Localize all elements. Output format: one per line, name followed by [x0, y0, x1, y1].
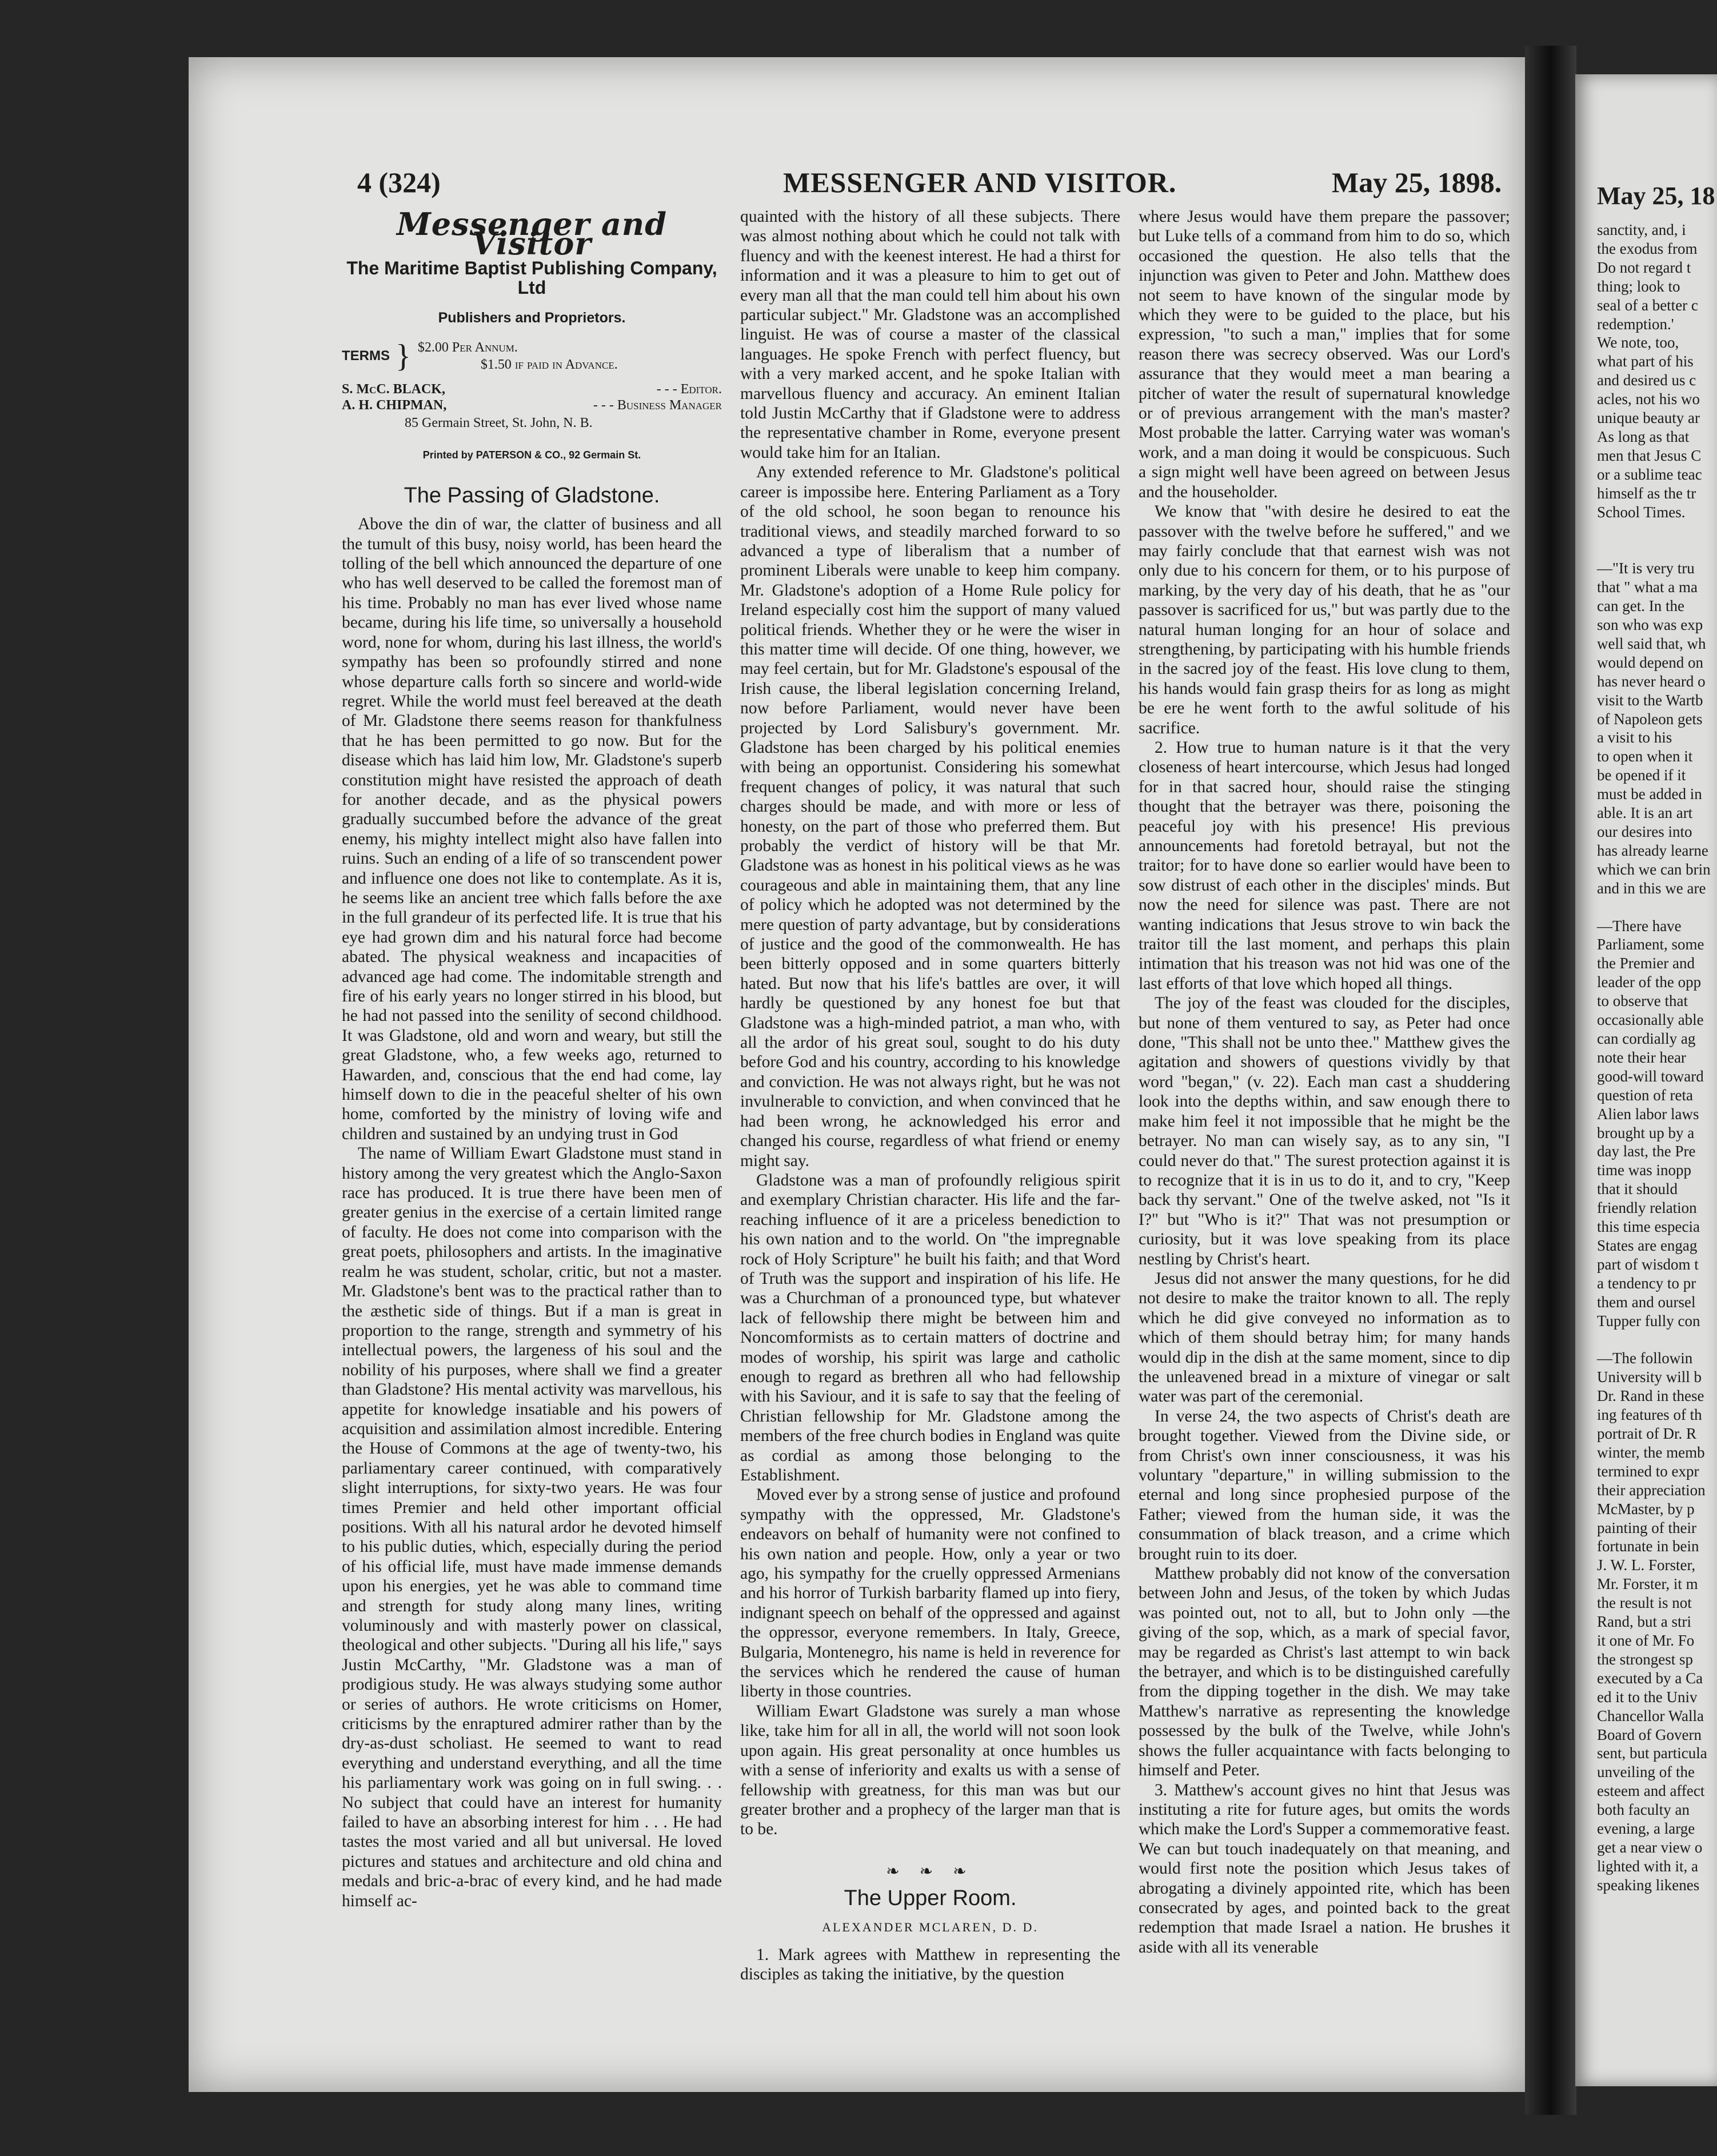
article-paragraph: Any extended reference to Mr. Gladstone's political career is impossibe here. Entering Parliament as a Tory of the old school, he soon began to renounce his traditional views, and steadily marched forward to so advanced a type of liberalism that a number of prominent Liberals were unable to keep him company. Mr. Gladstone's adoption of a Home Rule policy for Ireland especially cost him the support of many valued political friends. Whether they or he were the wiser in this matter time will decide. Of one thing, however, we may feel certain, but for Mr. Gladstone's espousal of the Irish cause, the liberal legislation concerning Ireland, now before Parliament, would never have been projected by Lord Salisbury's government. Mr. Gladstone has been charged by his political enemies with being an opportunist. Considering his somewhat frequent changes of policy, it was natural that such charges should be made, and with more or less of honesty, on the part of those who preferred them. But probably the verdict of history will be that Mr. Gladstone was as honest in his political views as he was courageous and able in maintaining them, that any line of policy which he adopted was not determined by the mere question of party advantage, but by considerations of justice and the good of the commonwealth. He has been bitterly opposed and in some quarters bitterly hated. But now that his life's battles are over, it will hardly be questioned by any honest foe but that Gladstone was a high-minded patriot, a man who, with all the ardor of his great soul, sought to do his duty before God and his country, according to his knowledge and conviction. He was not always right, but he was not invulnerable to conviction, and when convinced that he had been wrong, he acknowledged his error and changed his course, regardless of what friend or enemy might say.: [740, 463, 1120, 1170]
article-paragraph: Moved ever by a strong sense of justice and profound sympathy with the oppressed, Mr. Gladstone's endeavors on behalf of humanity were not confined to his own nation and people. How, only a year or two ago, his sympathy for the cruelly oppressed Armenians and his horror of Turkish barbarity flamed up into fiery, indignant speech on behalf of the oppressed and against the oppressor, everyone remembers. In Italy, Greece, Bulgaria, Montenegro, his name is held in reverence for the services which he rendered the cause of human liberty in those countries.: [740, 1486, 1120, 1701]
terms-line: $2.00 Per Annum.: [417, 340, 518, 356]
terms-lines: [418, 339, 618, 373]
article-paragraph: Jesus did not answer the many questions, for he did not desire to make the traitor known to all. The reply which he did give conveyed no information as to which of them should betray him; for many hands would dip in the dish at the same moment, since to dip the unleavened bread in a mixture of vinegar or salt water was part of the ceremonial.: [1139, 1269, 1510, 1406]
facing-page: [1575, 74, 1717, 2086]
manager-line: [342, 397, 722, 413]
terms-line: $1.50 if paid in Advance.: [480, 357, 618, 373]
editor-name: S. McC. BLACK,: [342, 382, 445, 397]
article-paragraph: We know that "with desire he desired to eat the passover with the twelve before he suffered," and we may fairly conclude that that earnest wish was not only due to his concern for them, or to his purpose of marking, by the very day of his death, that he as "our passover is sacrificed for us," but was partly due to the natural human longing for an hour of solace and strengthening, by participating with his humble friends in the sacred joy of the feast. His love clung to them, his hands would fain grasp theirs for as long as might be ere he went forth to the awful solitude of his sacrifice.: [1139, 502, 1510, 737]
brace-glyph: }: [396, 338, 411, 374]
article-paragraph: where Jesus would have them prepare the passover; but Luke tells of a command from him to do so, which occasioned the question. He also tells that the injunction was given to Peter and John. Matthew does not seem to have known of the singular mode by which they were to be guided to the place, but his expression, "to such a man," implies that for some reason there was secrecy observed. Was our Lord's assurance that they would meet a man bearing a pitcher of water the result of supernatural knowledge or of previous arrangement with the man's master? Most probable the latter. Carrying water was woman's work, and a man doing it would be conspicuous. Such a sign might well have been agreed on between Jesus and the householder.: [1139, 207, 1510, 501]
issue-date: May 25, 1898.: [1332, 166, 1502, 198]
subscription-terms: [342, 339, 722, 373]
column-1: [342, 206, 722, 1911]
article-paragraph: 2. How true to human nature is it that the very closeness of heart intercourse, which Jesus had longed for in that sacred hour, should raise the stinging thought that the betrayer was there, poisoning the peaceful joy with his presence! His previous announcements had foretold betrayal, but not the traitor; for to have done so earlier would have been to sow distrust of each other in the disciples' minds. But now the need for silence was past. There are not wanting indications that Jesus strove to win back the traitor till the last moment, and perhaps this plain intimation that his treason was not hid was one of the last efforts of that love which hoped all things.: [1139, 738, 1510, 993]
article-title: The Passing of Gladstone.: [404, 483, 660, 508]
article-paragraph: quainted with the history of all these subjects. There was almost nothing about which he could not talk with fluency and with the keenest interest. He had a thirst for information and it was a pleasure to him to get out of every man all that the man could tell him about his own particular subject." Mr. Gladstone was an accomplished linguist. He was of course a master of the classical languages. He spoke French with perfect fluency, but with a very marked accent, and he spoke Italian with marvellous fluency and accuracy. An eminent Italian told Justin McCarthy that if Gladstone were to address the representative chamber in Rome, everyone present would take him for an Italian.: [740, 207, 1120, 462]
masthead-company: The Maritime Baptist Publishing Company, Ltd: [346, 257, 717, 298]
manager-name: A. H. CHIPMAN,: [342, 398, 447, 413]
editor-line: [342, 381, 722, 397]
article-paragraph: The name of William Ewart Gladstone must stand in history among the very greatest which the Anglo-Saxon race has produced. It is true there have been men of greater genius in the exercise of a certain limited range of faculty. He does not come into comparison with the great poets, philosophers and artists. In the imaginative realm he was student, scholar, critic, but not a master. Mr. Gladstone's bent was to the practical rather than to the æsthetic side of things. But if a man is great in proportion to the range, strength and symmetry of his intellectual powers, the largeness of his soul and the nobility of his purposes, where shall we find a greater than Gladstone? His mental activity was marvellous, his appetite for knowledge insatiable and his powers of acquisition and assimilation almost incredible. Entering the House of Commons at the age of twenty-two, his parliamentary career continued, with comparatively slight interruptions, for sixty-two years. He was four times Premier and held other important official positions. With all his natural ardor he devoted himself to his public duties, which, especially during the period of his official life, must have made immense demands upon his energies, yet he was able to command time and strength for study along many lines, writing voluminously and with masterly power on classical, theological and other subjects. "During all his life," says Justin McCarthy, "Mr. Gladstone was a man of prodigious study. He was always studying some author or series of authors. He wrote criticisms on Homer, criticisms by the enraptured admirer rather than by the dry-as-dust scholiast. He seemed to want to read everything and understand everything, and all the time his parliamentary work was going on in full swing. . . No subject that could have an interest for humanity failed to have an absorbing interest for him . . . He had tastes the most varied and all but universal. He loved pictures and statues and architecture and old china and medals and bric-a-brac of every kind, and he had made himself ac-: [342, 1144, 722, 1910]
manager-role: - - - Business Manager: [593, 398, 722, 413]
article-title: The Upper Room.: [844, 1886, 1017, 1911]
editor-role: - - - Editor.: [656, 382, 722, 397]
article-paragraph: Gladstone was a man of profoundly religious spirit and exemplary Christian character. His life and the far-reaching influence of it are a priceless benediction to his own nation and to the world. On "the impregnable rock of Holy Scripture" he built his faith; and that Word of Truth was the support and inspiration of his life. He was a Churchman of a pronounced type, but whatever lack of fellowship there might be between him and Noncomformists as to certain matters of doctrine and modes of worship, his spirit was large and catholic enough to regard as brethren all who had fellowship with his Saviour, and it is safe to say that the feeling of Christian fellowship for Mr. Gladstone among the members of the free church bodies in England was quite as cordial as among those belonging to the Establishment.: [740, 1171, 1120, 1484]
article-paragraph: 3. Matthew's account gives no hint that Jesus was instituting a rite for future ages, but omits the words which make the Lord's Supper a commemorative feast. We can but touch inadequately on that meaning, and would first note the position which Jesus takes of abrogating a divinely appointed rite, which has been consecrated by ages, and pointed back to the great redemption that made Israel a nation. He brushes it aside with all its venerable: [1139, 1780, 1510, 1957]
article-paragraph: Matthew probably did not know of the conversation between John and Jesus, of the token by which Judas was pointed out, not to all, but to John only —the giving of the sop, which, as a mark of special favor, may be regarded as Christ's last attempt to win back the betrayer, and which is to be distinguished carefully from the dipping together in the dish. We may take Matthew's narrative as representing the knowledge possessed by the bulk of the Twelve, while John's shows the fuller acquaintance with facts belonging to himself and Peter.: [1139, 1564, 1510, 1780]
article-paragraph: Above the din of war, the clatter of business and all the tumult of this busy, noisy world, has been heard the tolling of the bell which announced the departure of one who has well deserved to be called the foremost man of his time. Probably no man has ever lived whose name became, during his life time, so universally a household word, none for whom, during his last illness, the world's sympathy has been so profoundly stirred and none whose departure calls forth so sincere and world-wide regret. While the world must feel bereaved at the death of Mr. Gladstone there seems reason for thankfulness that he has been permitted to go now. But for the disease which has laid him low, Mr. Gladstone's superb constitution might have resisted the approach of death for another decade, and as the physical powers gradually succumbed before the advance of the great enemy, his mighty intellect might also have fallen into ruins. Such an ending of a life of so transcendent power and influence one does not like to contemplate. As it is, he seems like an ancient tree which falls before the axe in the full grandeur of its perfected life. It is true that his eye had grown dim and his natural force had become abated. The physical weakness and incapacities of advanced age had come. The indomitable strength and fire of his early years no longer stirred in his blood, but he had not passed into the senility of second childhood. It was Gladstone, old and worn and weary, but still the great Gladstone, who, a few weeks ago, returned to Hawarden, and, conscious that the end had come, lay himself down to die in the peaceful shelter of his own home, comforted by the ministry of loving wife and children and sustained by an undying trust in God: [342, 515, 722, 1143]
printer-line: Printed by PATERSON & CO., 92 Germain St.: [422, 449, 641, 461]
article-paragraph: William Ewart Gladstone was surely a man whose like, take him for all in all, the world will not soon look upon again. His great personality at once humbles us with a sense of inferiority and exalts us with a sense of fellowship with greatness, for this man was but our greater brother and a prophecy of the larger man that is to be.: [740, 1702, 1120, 1839]
section-ornament: ❧ ❧ ❧: [886, 1862, 975, 1880]
newspaper-page: [189, 57, 1526, 2092]
masthead-publishers: Publishers and Proprietors.: [438, 309, 626, 326]
masthead-title: Messenger and Visitor: [397, 206, 667, 262]
column-3: [1139, 207, 1510, 1957]
article-paragraph: 1. Mark agrees with Matthew in representing the disciples as taking the initiative, by the question: [740, 1945, 1120, 1984]
running-head: MESSENGER AND VISITOR.: [783, 166, 1177, 198]
office-address: 85 Germain Street, St. John, N. B.: [405, 416, 593, 431]
masthead: [342, 206, 722, 465]
facing-page-date: May 25, 18: [1597, 182, 1715, 210]
book-gutter: [1525, 46, 1576, 2115]
article-paragraph: The joy of the feast was clouded for the disciples, but none of them ventured to say, as Peter had once done, "This shall not be unto thee." Matthew gives the agitation and showers of questions vividly by that word "began," (v. 22). Each man cast a shuddering look into the depths within, and saw enough there to make him feel it not impossible that he might be the betrayer. No man can wisely say, as to any sin, "I could never do that." The surest protection against it is to recognize that it is in us to do it, and to cry, "Keep back thy servant." One of the twelve asked, not "Is it I?" but "Who is it?" That was not presumption or curiosity, but it was love speaking from its place nestling by Christ's heart.: [1139, 994, 1510, 1268]
page-number: 4 (324): [357, 166, 441, 198]
terms-label: TERMS: [342, 348, 390, 364]
article-paragraph: In verse 24, the two aspects of Christ's death are brought together. Viewed from the Divine side, or from Christ's own inner consciousness, it was his voluntary "departure," in willing submission to the eternal and long since prophesied purpose of the Father; viewed from the human side, it was the consummation of black treason, and a crime which brought ruin to its doer.: [1139, 1407, 1510, 1563]
facing-page-text: sanctity, and, i the exodus from Do not regard t thing; look to seal of a better c redemption.' We note, too, what part of his and desired us c acles, not his wo unique beauty ar As long as that men that Jesus C or a sublime teac himself as the tr School Times. —"It is very tru that " what a ma can get. In the son who was exp well said that, wh would depend on has never heard o visit to the Wartb of Napoleon gets a visit to his to open when it be opened if it must be added in able. It is an art our desires into has already learne which we can brin and in this we are —There have Parliament, some the Premier and leader of the opp to observe that occasionally able can cordially ag note their hear good-will toward question of reta Alien labor laws brought up by a day last, the Pre time was inopp that it should friendly relation this time especia States are engag part of wisdom t a tendency to pr them and oursel Tupper fully con —The followin University will b Dr. Rand in these ing features of th portrait of Dr. R winter, the memb termined to expr their appreciation McMaster, by p painting of their fortunate in bein J. W. L. Forster, Mr. Forster, it m the result is not Rand, but a stri it one of Mr. Fo the strongest sp executed by a Ca ed it to the Univ Chancellor Walla Board of Govern sent, but particula unveiling of the esteem and affect both faculty an evening, a large get a near view o lighted with it, a speaking likenes: [1597, 221, 1711, 1894]
column-2: [740, 207, 1120, 1985]
article-author: ALEXANDER MCLAREN, D. D.: [822, 1919, 1039, 1934]
